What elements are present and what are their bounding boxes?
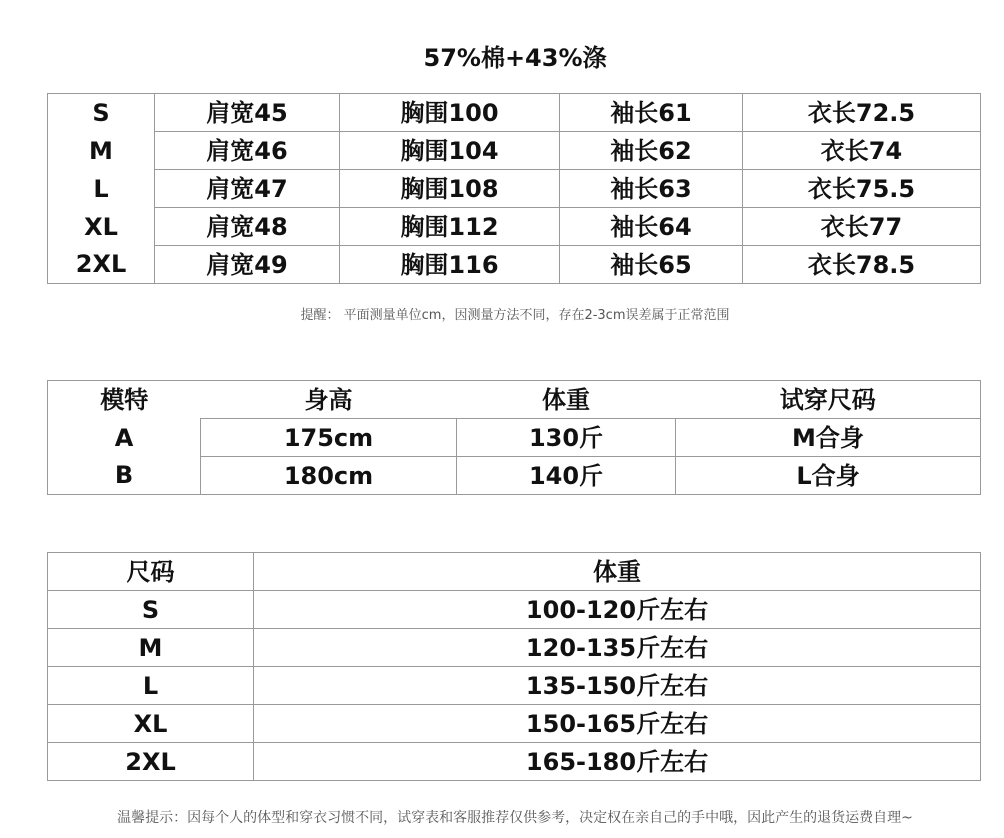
size-cell: L <box>48 667 254 705</box>
shoulder-cell: 肩宽49 <box>155 246 340 284</box>
header-model: 模特 <box>48 381 201 419</box>
table-row <box>48 170 981 208</box>
header-weight: 体重 <box>457 381 676 419</box>
fit-cell: M合身 <box>676 419 981 457</box>
size-cell: 2XL <box>48 743 254 781</box>
table-row <box>48 419 981 457</box>
sleeve-cell: 袖长63 <box>560 170 743 208</box>
size-table <box>47 93 981 284</box>
header-height: 身高 <box>201 381 457 419</box>
chest-cell: 胸围100 <box>340 94 560 132</box>
table-row <box>48 629 981 667</box>
table-row <box>48 743 981 781</box>
length-cell: 衣长77 <box>743 208 981 246</box>
model-cell: A <box>48 419 201 457</box>
table-row <box>48 591 981 629</box>
material-title: 57%棉+43%涤 <box>423 44 607 72</box>
length-cell: 衣长75.5 <box>743 170 981 208</box>
shoulder-cell: 肩宽46 <box>155 132 340 170</box>
weight-cell: 140斤 <box>457 457 676 495</box>
table-row <box>48 246 981 284</box>
table-row <box>48 457 981 495</box>
sleeve-cell: 袖长65 <box>560 246 743 284</box>
weight-range-cell: 120-135斤左右 <box>254 629 981 667</box>
table-row <box>48 667 981 705</box>
table-header-row <box>48 553 981 591</box>
chest-cell: 胸围108 <box>340 170 560 208</box>
weight-range-cell: 165-180斤左右 <box>254 743 981 781</box>
table-row <box>48 94 981 132</box>
chest-cell: 胸围104 <box>340 132 560 170</box>
fit-cell: L合身 <box>676 457 981 495</box>
height-cell: 175cm <box>201 419 457 457</box>
table-row <box>48 705 981 743</box>
weight-cell: 130斤 <box>457 419 676 457</box>
header-size: 尺码 <box>48 553 254 591</box>
table-row <box>48 208 981 246</box>
footer-note: 温馨提示：因每个人的体型和穿衣习惯不同，试穿表和客服推荐仅供参考，决定权在亲自己的手中哦，因此产生的退货运费自理~ <box>117 810 913 826</box>
measure-note: 提醒： 平面测量单位cm，因测量方法不同，存在2-3cm误差属于正常范围 <box>300 308 730 323</box>
table-row <box>48 132 981 170</box>
size-cell: S <box>48 591 254 629</box>
model-table <box>47 380 981 495</box>
size-cell: M <box>48 629 254 667</box>
size-cell: S <box>48 94 155 132</box>
sleeve-cell: 袖长62 <box>560 132 743 170</box>
table-header-row <box>48 381 981 419</box>
size-cell: M <box>48 132 155 170</box>
size-cell: 2XL <box>48 246 155 284</box>
size-cell: L <box>48 170 155 208</box>
length-cell: 衣长72.5 <box>743 94 981 132</box>
sleeve-cell: 袖长61 <box>560 94 743 132</box>
shoulder-cell: 肩宽45 <box>155 94 340 132</box>
shoulder-cell: 肩宽47 <box>155 170 340 208</box>
weight-range-cell: 100-120斤左右 <box>254 591 981 629</box>
height-cell: 180cm <box>201 457 457 495</box>
sleeve-cell: 袖长64 <box>560 208 743 246</box>
size-cell: XL <box>48 208 155 246</box>
model-cell: B <box>48 457 201 495</box>
chest-cell: 胸围112 <box>340 208 560 246</box>
chest-cell: 胸围116 <box>340 246 560 284</box>
weight-range-cell: 150-165斤左右 <box>254 705 981 743</box>
shoulder-cell: 肩宽48 <box>155 208 340 246</box>
header-fit: 试穿尺码 <box>676 381 981 419</box>
length-cell: 衣长74 <box>743 132 981 170</box>
size-cell: XL <box>48 705 254 743</box>
length-cell: 衣长78.5 <box>743 246 981 284</box>
weight-range-cell: 135-150斤左右 <box>254 667 981 705</box>
header-weight: 体重 <box>254 553 981 591</box>
weight-table <box>47 552 981 781</box>
